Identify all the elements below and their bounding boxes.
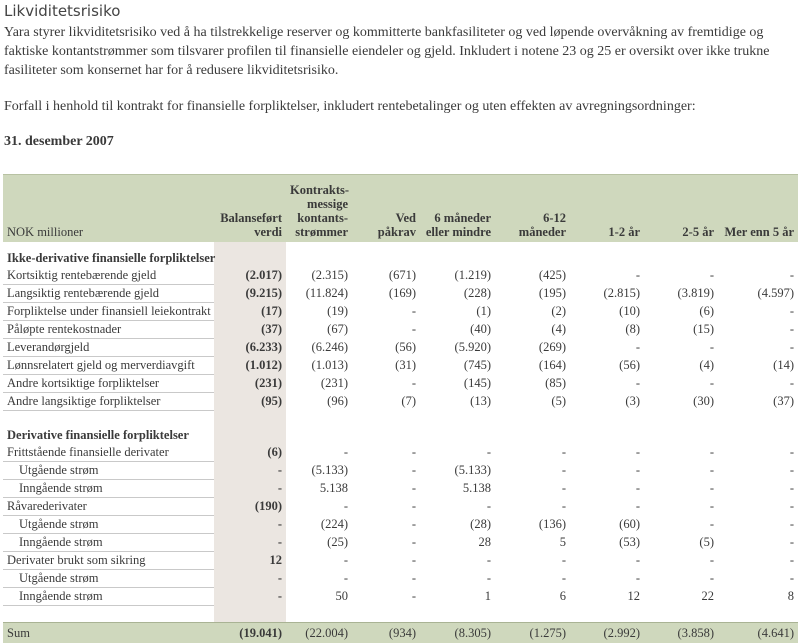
cell-value: (5) bbox=[495, 393, 570, 411]
cell-value: (96) bbox=[286, 393, 352, 411]
sum-value: (4.641) bbox=[718, 623, 798, 643]
cell-value: - bbox=[570, 444, 644, 462]
table-row bbox=[3, 444, 798, 462]
row-label: Påløpte rentekostnader bbox=[3, 321, 214, 339]
cell-value: (31) bbox=[352, 357, 420, 375]
row-label: Kortsiktig rentebærende gjeld bbox=[3, 267, 214, 285]
cell-value: - bbox=[644, 267, 718, 285]
table-row bbox=[3, 303, 798, 321]
cell-value: - bbox=[352, 462, 420, 480]
cell-value: (37) bbox=[214, 321, 286, 339]
table-row bbox=[3, 534, 798, 552]
cell-value: (10) bbox=[570, 303, 644, 321]
cell-value: (17) bbox=[214, 303, 286, 321]
sum-value: (934) bbox=[352, 623, 420, 643]
cell-value: (14) bbox=[718, 357, 798, 375]
cell-value: (224) bbox=[286, 516, 352, 534]
cell-value: - bbox=[570, 462, 644, 480]
cell-value: - bbox=[214, 516, 286, 534]
cell-value: - bbox=[644, 498, 718, 516]
cell-value: - bbox=[718, 462, 798, 480]
cell-value: - bbox=[570, 375, 644, 393]
cell-value: - bbox=[570, 267, 644, 285]
cell-value: (145) bbox=[420, 375, 495, 393]
row-label: Langsiktig rentebærende gjeld bbox=[3, 285, 214, 303]
cell-value: (1) bbox=[420, 303, 495, 321]
section-row-derivative bbox=[3, 427, 798, 444]
cell-value: - bbox=[214, 570, 286, 588]
cell-value: (2) bbox=[495, 303, 570, 321]
cell-value: - bbox=[718, 570, 798, 588]
cell-value: (425) bbox=[495, 267, 570, 285]
cell-value: - bbox=[718, 480, 798, 498]
cell-value: - bbox=[286, 444, 352, 462]
header-1-2-ar: 1-2 år bbox=[570, 175, 644, 243]
cell-value: (5.133) bbox=[420, 462, 495, 480]
header-6-12-maneder: 6-12 måneder bbox=[495, 175, 570, 243]
cell-value: - bbox=[352, 552, 420, 570]
cell-value: - bbox=[718, 303, 798, 321]
cell-value: (95) bbox=[214, 393, 286, 411]
cell-value: - bbox=[352, 321, 420, 339]
header-kontraktsmessige-kontantstrommer: Kontrakts-messige kontants-strømmer bbox=[286, 175, 352, 243]
section-heading: Likviditetsrisiko bbox=[4, 2, 120, 20]
cell-value: (60) bbox=[570, 516, 644, 534]
cell-value: - bbox=[420, 498, 495, 516]
table-row bbox=[3, 375, 798, 393]
cell-value: (15) bbox=[644, 321, 718, 339]
cell-value: - bbox=[644, 552, 718, 570]
cell-value: - bbox=[644, 570, 718, 588]
cell-value: - bbox=[644, 516, 718, 534]
cell-value: (6) bbox=[644, 303, 718, 321]
table-row bbox=[3, 357, 798, 375]
cell-value: - bbox=[495, 570, 570, 588]
sum-value: (2.992) bbox=[570, 623, 644, 643]
row-label: Utgående strøm bbox=[3, 462, 214, 480]
header-ved-pakrav: Ved påkrav bbox=[352, 175, 420, 243]
cell-value: - bbox=[352, 303, 420, 321]
cell-value: - bbox=[718, 375, 798, 393]
cell-value: - bbox=[644, 339, 718, 357]
cell-value: (28) bbox=[420, 516, 495, 534]
liabilities-table bbox=[3, 174, 798, 643]
table-row bbox=[3, 339, 798, 357]
cell-value: - bbox=[718, 321, 798, 339]
cell-value: - bbox=[570, 498, 644, 516]
row-label: Derivater brukt som sikring bbox=[3, 552, 214, 570]
cell-value: - bbox=[352, 480, 420, 498]
cell-value: (1.012) bbox=[214, 357, 286, 375]
cell-value: - bbox=[286, 570, 352, 588]
cell-value: (9.215) bbox=[214, 285, 286, 303]
cell-value: (5.920) bbox=[420, 339, 495, 357]
cell-value: - bbox=[644, 462, 718, 480]
cell-value: - bbox=[214, 462, 286, 480]
cell-value: 1 bbox=[420, 588, 495, 606]
table-row bbox=[3, 462, 798, 480]
cell-value: 12 bbox=[214, 552, 286, 570]
table-row bbox=[3, 498, 798, 516]
cell-value: (231) bbox=[286, 375, 352, 393]
header-nok-millioner: NOK millioner bbox=[3, 175, 214, 243]
table-row bbox=[3, 480, 798, 498]
cell-value: (4) bbox=[495, 321, 570, 339]
cell-value: - bbox=[214, 588, 286, 606]
cell-value: - bbox=[495, 462, 570, 480]
cell-value: - bbox=[644, 375, 718, 393]
header-balansefort-verdi: Balanseført verdi bbox=[214, 175, 286, 243]
cell-value: (164) bbox=[495, 357, 570, 375]
cell-value: (2.315) bbox=[286, 267, 352, 285]
cell-value: (2.815) bbox=[570, 285, 644, 303]
cell-value: (231) bbox=[214, 375, 286, 393]
row-label: Frittstående finansielle derivater bbox=[3, 444, 214, 462]
intro-paragraph: Yara styrer likviditetsrisiko ved å ha tilstrekkelige reserver og kommitterte bankfasiliteter og ved løpende overvåkning av fremtidige og faktiske kontantstrømmer som tilsvarer profilen til finansielle eiendeler og gjeld. Inkludert i notene 23 og 25 er oversikt over ikke trukne fasiliteter som konsernet har for å redusere likviditetsrisiko. bbox=[4, 23, 794, 80]
cell-value: - bbox=[286, 552, 352, 570]
cell-value: (6.246) bbox=[286, 339, 352, 357]
cell-value: - bbox=[214, 534, 286, 552]
cell-value: - bbox=[352, 516, 420, 534]
row-label: Andre langsiktige forpliktelser bbox=[3, 393, 214, 411]
cell-value: - bbox=[718, 516, 798, 534]
cell-value: (745) bbox=[420, 357, 495, 375]
cell-value: - bbox=[718, 552, 798, 570]
cell-value: (5) bbox=[644, 534, 718, 552]
maturity-paragraph: Forfall i henhold til kontrakt for finansielle forpliktelser, inkludert rentebetalinger og uten effekten av avregningsordninger: bbox=[4, 97, 794, 116]
cell-value: (228) bbox=[420, 285, 495, 303]
cell-value: (2.017) bbox=[214, 267, 286, 285]
cell-value: - bbox=[352, 570, 420, 588]
table-header-row bbox=[3, 175, 798, 243]
table-row bbox=[3, 285, 798, 303]
table-row bbox=[3, 393, 798, 411]
cell-value: (3) bbox=[570, 393, 644, 411]
cell-value: - bbox=[570, 552, 644, 570]
cell-value: - bbox=[352, 375, 420, 393]
sum-row bbox=[3, 623, 798, 643]
cell-value: - bbox=[420, 552, 495, 570]
cell-value: (671) bbox=[352, 267, 420, 285]
cell-value: (56) bbox=[570, 357, 644, 375]
cell-value: - bbox=[420, 570, 495, 588]
cell-value: - bbox=[352, 444, 420, 462]
cell-value: (85) bbox=[495, 375, 570, 393]
cell-value: (6) bbox=[214, 444, 286, 462]
row-label: Forpliktelse under finansiell leiekontrakt bbox=[3, 303, 214, 321]
cell-value: (1.219) bbox=[420, 267, 495, 285]
cell-value: (6.233) bbox=[214, 339, 286, 357]
cell-value: - bbox=[718, 498, 798, 516]
cell-value: - bbox=[495, 480, 570, 498]
cell-value: 12 bbox=[570, 588, 644, 606]
sum-value: (19.041) bbox=[214, 623, 286, 643]
cell-value: (169) bbox=[352, 285, 420, 303]
cell-value: - bbox=[352, 498, 420, 516]
cell-value: - bbox=[352, 588, 420, 606]
cell-value: (1.013) bbox=[286, 357, 352, 375]
cell-value: (37) bbox=[718, 393, 798, 411]
cell-value: (8) bbox=[570, 321, 644, 339]
cell-value: (269) bbox=[495, 339, 570, 357]
cell-value: (67) bbox=[286, 321, 352, 339]
cell-value: (136) bbox=[495, 516, 570, 534]
cell-value: - bbox=[352, 534, 420, 552]
cell-value: (195) bbox=[495, 285, 570, 303]
cell-value: 50 bbox=[286, 588, 352, 606]
cell-value: 28 bbox=[420, 534, 495, 552]
sum-value: (8.305) bbox=[420, 623, 495, 643]
cell-value: - bbox=[495, 498, 570, 516]
sum-value: (1.275) bbox=[495, 623, 570, 643]
row-label: Utgående strøm bbox=[3, 570, 214, 588]
cell-value: (13) bbox=[420, 393, 495, 411]
sum-value: (22.004) bbox=[286, 623, 352, 643]
row-label: Lønnsrelatert gjeld og merverdiavgift bbox=[3, 357, 214, 375]
row-label: Utgående strøm bbox=[3, 516, 214, 534]
cell-value: (40) bbox=[420, 321, 495, 339]
header-2-5-ar: 2-5 år bbox=[644, 175, 718, 243]
cell-value: (7) bbox=[352, 393, 420, 411]
cell-value: - bbox=[286, 498, 352, 516]
cell-value: (30) bbox=[644, 393, 718, 411]
cell-value: - bbox=[420, 444, 495, 462]
cell-value: - bbox=[570, 339, 644, 357]
cell-value: (11.824) bbox=[286, 285, 352, 303]
header-mer-enn-5-ar: Mer enn 5 år bbox=[718, 175, 798, 243]
header-6-maneder-eller-mindre: 6 måneder eller mindre bbox=[420, 175, 495, 243]
row-label: Råvarederivater bbox=[3, 498, 214, 516]
cell-value: 5.138 bbox=[420, 480, 495, 498]
row-label: Leverandørgjeld bbox=[3, 339, 214, 357]
cell-value: - bbox=[495, 552, 570, 570]
cell-value: - bbox=[718, 444, 798, 462]
cell-value: - bbox=[495, 444, 570, 462]
table-row bbox=[3, 321, 798, 339]
table-row bbox=[3, 570, 798, 588]
cell-value: (190) bbox=[214, 498, 286, 516]
table-row bbox=[3, 588, 798, 606]
table-date: 31. desember 2007 bbox=[4, 134, 114, 150]
row-label: Andre kortsiktige forpliktelser bbox=[3, 375, 214, 393]
row-label: Inngående strøm bbox=[3, 588, 214, 606]
cell-value: 5 bbox=[495, 534, 570, 552]
cell-value: - bbox=[644, 480, 718, 498]
section-row-non-derivative bbox=[3, 250, 798, 267]
cell-value: 8 bbox=[718, 588, 798, 606]
section-label: Ikke-derivative finansielle forpliktelser bbox=[3, 250, 214, 267]
table-row bbox=[3, 516, 798, 534]
cell-value: - bbox=[718, 339, 798, 357]
cell-value: (5.133) bbox=[286, 462, 352, 480]
cell-value: - bbox=[214, 480, 286, 498]
cell-value: (3.819) bbox=[644, 285, 718, 303]
cell-value: 22 bbox=[644, 588, 718, 606]
cell-value: (25) bbox=[286, 534, 352, 552]
cell-value: - bbox=[570, 570, 644, 588]
cell-value: (56) bbox=[352, 339, 420, 357]
cell-value: - bbox=[644, 444, 718, 462]
row-label: Inngående strøm bbox=[3, 480, 214, 498]
cell-value: (4.597) bbox=[718, 285, 798, 303]
cell-value: - bbox=[570, 480, 644, 498]
sum-label: Sum bbox=[3, 623, 214, 643]
cell-value: (53) bbox=[570, 534, 644, 552]
sum-value: (3.858) bbox=[644, 623, 718, 643]
table-row bbox=[3, 267, 798, 285]
cell-value: 5.138 bbox=[286, 480, 352, 498]
cell-value: - bbox=[718, 534, 798, 552]
cell-value: (19) bbox=[286, 303, 352, 321]
table-row bbox=[3, 552, 798, 570]
row-label: Inngående strøm bbox=[3, 534, 214, 552]
section-label: Derivative finansielle forpliktelser bbox=[3, 427, 214, 444]
cell-value: - bbox=[718, 267, 798, 285]
cell-value: 6 bbox=[495, 588, 570, 606]
cell-value: (4) bbox=[644, 357, 718, 375]
